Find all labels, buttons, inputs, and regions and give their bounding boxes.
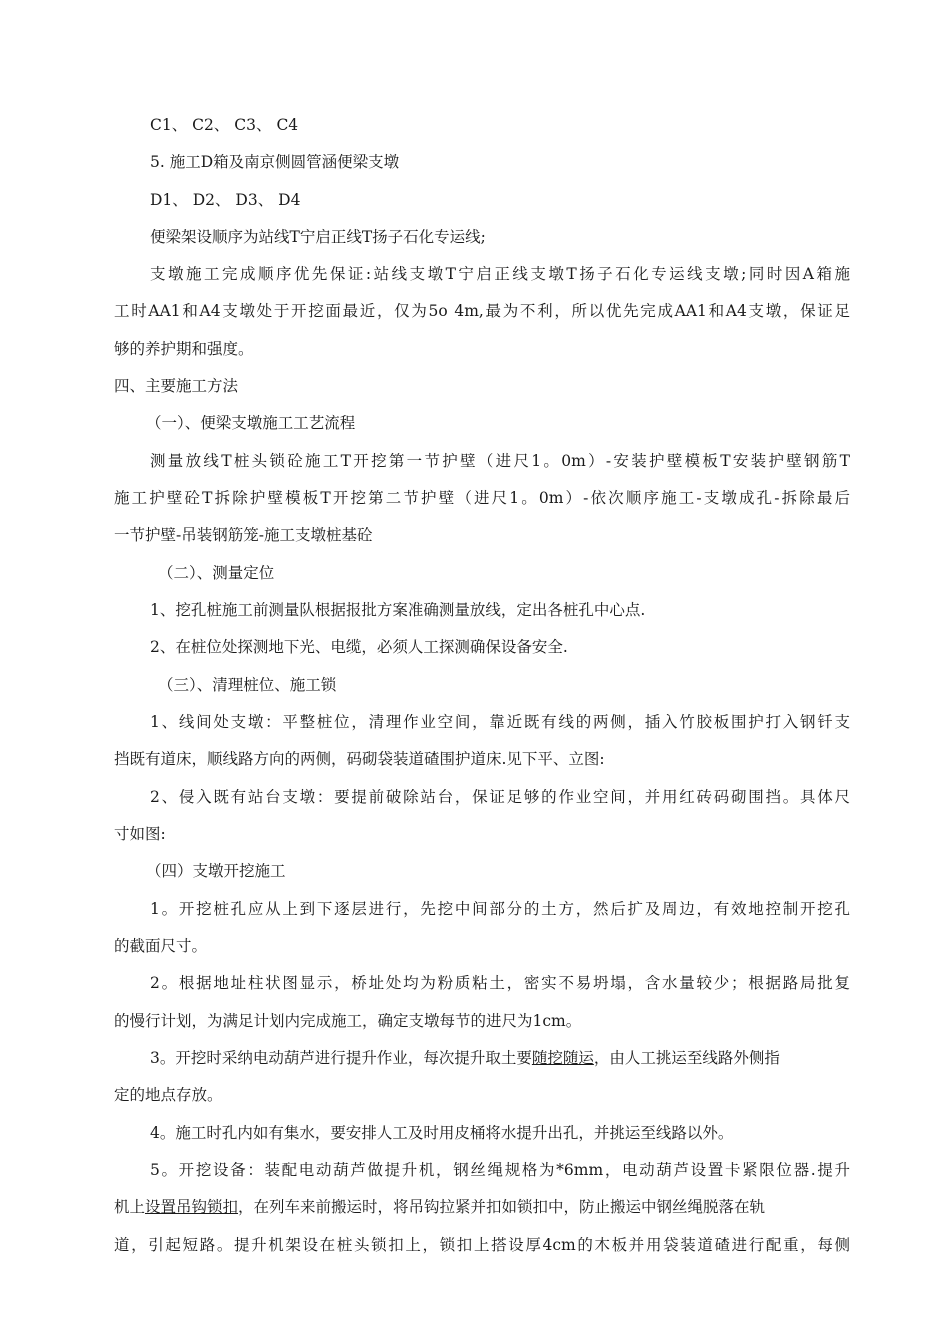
paragraph-line: 施工护壁砼T拆除护壁模板T开挖第二节护壁（进尺1。0m）-依次顺序施工-支墩成孔-拆除最后 (114, 489, 850, 507)
list-c: C1、 C2、 C3、 C4 (150, 116, 299, 134)
paragraph-line: 道，引起短路。提升机架设在桩头锁扣上，锁扣上搭设厚4cm的木板并用袋装道碴进行配重，每侧 (114, 1236, 850, 1254)
underlined-text: 设置吊钩锁扣 (145, 1198, 239, 1216)
paragraph-line: 一节护壁-吊装钢筋笼-施工支墩桩基砼 (114, 526, 373, 544)
paragraph-line: 1。开挖桩孔应从上到下逐层进行，先挖中间部分的土方，然后扩及周边，有效地控制开挖孔 (150, 900, 850, 918)
paragraph-line: 支墩施工完成顺序优先保证:站线支墩T宁启正线支墩T扬子石化专运线支墩;同时因A箱施 (150, 265, 850, 283)
list-d: D1、 D2、 D3、 D4 (150, 191, 301, 209)
paragraph-line: 寸如图: (114, 825, 166, 843)
paragraph-line: 2。根据地址柱状图显示，桥址处均为粉质粘土，密实不易坍塌，含水量较少；根据路局批复 (150, 974, 850, 992)
paragraph-line: 够的养护期和强度。 (114, 340, 254, 358)
subsection-heading: （四）支墩开挖施工 (146, 862, 286, 880)
paragraph-line: 测量放线T桩头锁砼施工T开挖第一节护壁（进尺1。0m）-安装护壁模板T安装护壁钢筋T (150, 452, 850, 470)
subsection-heading: （一）、便梁支墩施工工艺流程 (146, 414, 356, 432)
paragraph-line: 2、在桩位处探测地下光、电缆，必须人工探测确保设备安全. (150, 638, 568, 656)
paragraph-line: 定的地点存放。 (114, 1086, 223, 1104)
paragraph-line: 4。施工时孔内如有集水，要安排人工及时用皮桶将水提升出孔，并挑运至线路以外。 (150, 1124, 734, 1142)
section-heading: 四、主要施工方法 (114, 377, 239, 395)
paragraph-line: 挡既有道床，顺线路方向的两侧，码砌袋装道碴围护道床.见下平、立图: (114, 750, 605, 768)
subsection-heading: （二）、测量定位 (158, 564, 275, 582)
paragraph-line: 机上设置吊钩锁扣，在列车来前搬运时，将吊钩拉紧并扣如锁扣中，防止搬运中钢丝绳脱落在轨 (114, 1198, 766, 1216)
item-5-heading: 5. 施工D箱及南京侧圆管涵便梁支墩 (150, 153, 400, 171)
paragraph-line: 的截面尺寸。 (114, 937, 208, 955)
paragraph-line: 2、侵入既有站台支墩：要提前破除站台，保证足够的作业空间，并用红砖码砌围挡。具体尺 (150, 788, 850, 806)
paragraph-line: 1、挖孔桩施工前测量队根据报批方案准确测量放线，定出各桩孔中心点. (150, 601, 646, 619)
paragraph-line: 的慢行计划，为满足计划内完成施工，确定支墩每节的进尺为1cm。 (114, 1012, 582, 1030)
subsection-heading: （三）、清理桩位、施工锁 (158, 676, 337, 694)
paragraph-line: 5。开挖设备：装配电动葫芦做提升机，钢丝绳规格为*6mm，电动葫芦设置卡紧限位器.提升 (150, 1161, 850, 1179)
erection-order: 便梁架设顺序为站线T宁启正线T扬子石化专运线; (150, 228, 486, 246)
paragraph-line: 1、线间处支墩：平整桩位，清理作业空间，靠近既有线的两侧，插入竹胶板围护打入钢钎支 (150, 713, 850, 731)
paragraph-line: 工时AA1和A4支墩处于开挖面最近，仅为5o 4m,最为不利，所以优先完成AA1和A4支墩，保证足 (114, 302, 850, 320)
underlined-text: 随挖随运 (531, 1049, 594, 1067)
paragraph-line: 3。开挖时采纳电动葫芦进行提升作业，每次提升取土要随挖随运，由人工挑运至线路外侧指 (150, 1049, 780, 1067)
